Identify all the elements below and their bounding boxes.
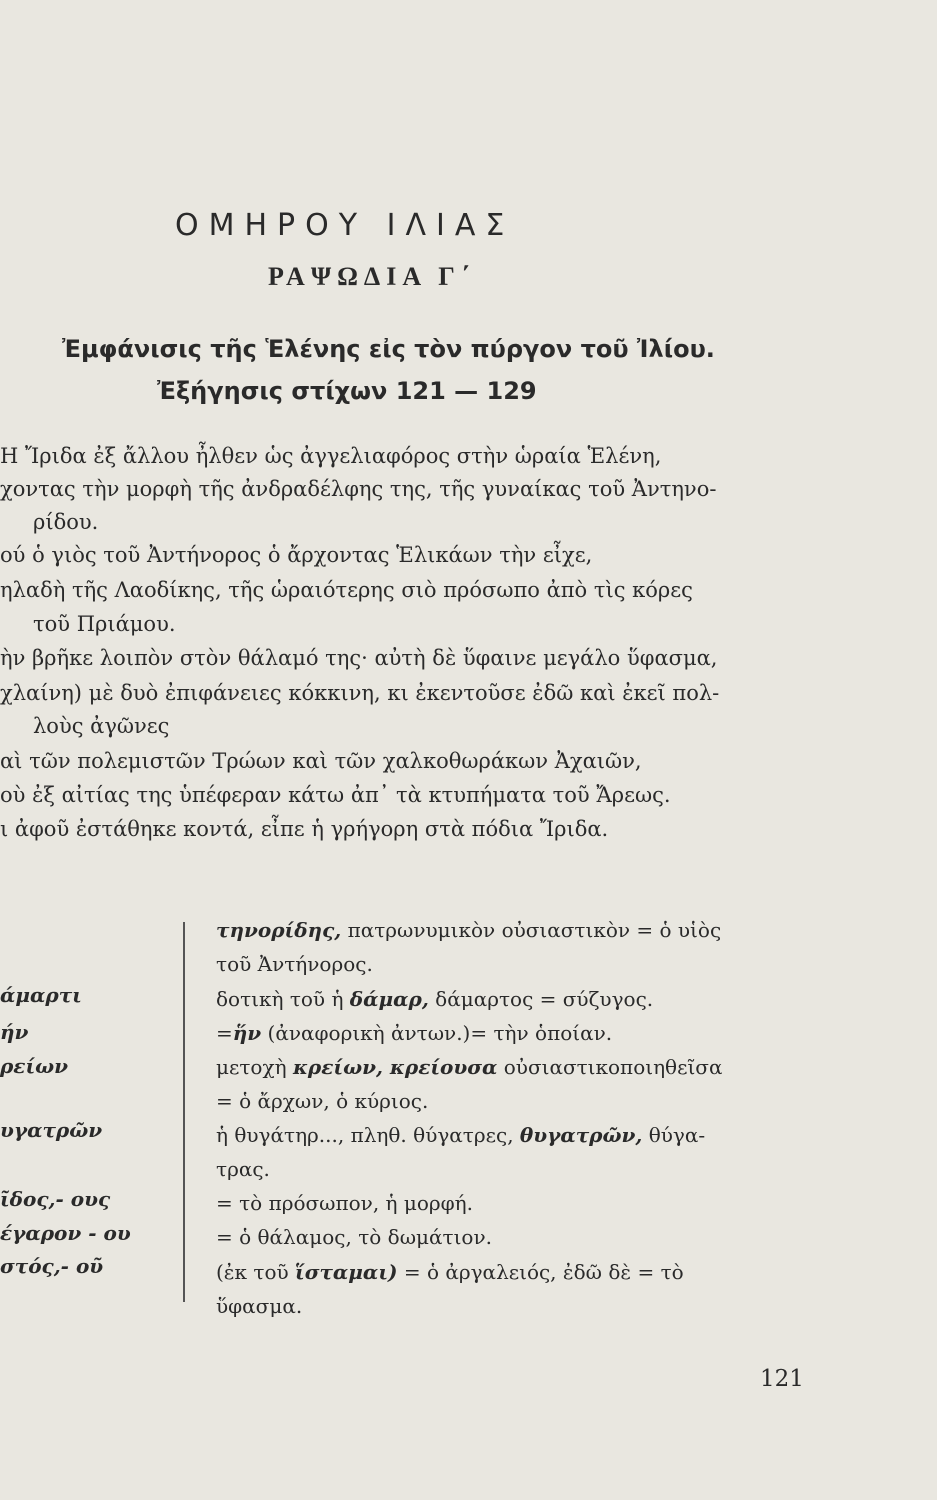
note-term: ἵσταμαι): [295, 1260, 398, 1284]
note-line: [216, 918, 721, 942]
note-line: [216, 1123, 705, 1147]
verse-line: ού ὁ γιὸς τοῦ Ἀντήνορος ὁ ἄρχοντας Ἑλικάων τὴν εἶχε,: [0, 543, 593, 567]
verse-line: ι ἀφοῦ ἐστάθηκε κοντά, εἶπε ἡ γρήγορη στὰ πόδια Ἴριδα.: [0, 817, 609, 841]
verse-line: χλαίνη) μὲ δυὸ ἐπιφάνειες κόκκινη, κι ἐκεντοῦσε ἐδῶ καὶ ἐκεῖ πολ-: [0, 681, 720, 705]
note-line: [216, 1294, 302, 1318]
note-line: [216, 1260, 684, 1284]
note-text: τοῦ Ἀντήνορος.: [216, 952, 373, 976]
note-term: κρείων, κρείουσα: [292, 1055, 498, 1079]
verse-line: ρίδου.: [33, 510, 99, 534]
note-line: [216, 952, 373, 976]
verse-line: ηλαδὴ τῆς Λαοδίκης, τῆς ὡραιότερης σιὸ πρόσωπο ἀπὸ τὶς κόρες: [0, 578, 693, 602]
verse-line: χοντας τὴν μορφὴ τῆς ἀνδραδέλφης της, τῆς γυναίκας τοῦ Ἀντηνο-: [0, 477, 717, 501]
verse-line: αὶ τῶν πολεμιστῶν Τρώων καὶ τῶν χαλκοθωράκων Ἀχαιῶν,: [0, 749, 642, 773]
margin-word: έγαρον - ου: [0, 1221, 131, 1245]
note-line: [216, 1157, 270, 1181]
note-text: πατρωνυμικὸν οὐσιαστικὸν = ὁ υἱὸς: [341, 918, 722, 942]
verse-line: οὺ ἐξ αἰτίας της ὑπέφεραν κάτω ἀπ᾽ τὰ κτυπήματα τοῦ Ἄρεως.: [0, 783, 671, 807]
note-term: δάμαρ,: [349, 987, 429, 1011]
verse-line: ὴν βρῆκε λοιπὸν στὸν θάλαμό της· αὐτὴ δὲ ὕφαινε μεγάλο ὕφασμα,: [0, 646, 718, 670]
section-heading-line-2: Ἐξήγησις στίχων 121 — 129: [157, 377, 537, 405]
note-line: [216, 1021, 612, 1045]
note-text: = ὁ ἀργαλειός, ἐδῶ δὲ = τὸ: [397, 1260, 684, 1284]
margin-word: στός,- οῦ: [0, 1254, 104, 1278]
note-text: τρας.: [216, 1157, 270, 1181]
note-term: θυγατρῶν,: [519, 1123, 643, 1147]
note-line: [216, 987, 653, 1011]
note-text: = ὁ ἄρχων, ὁ κύριος.: [216, 1089, 429, 1113]
margin-word: ήν: [0, 1020, 29, 1044]
note-text: = ὁ θάλαμος, τὸ δωμάτιον.: [216, 1225, 492, 1249]
note-text: ἡ θυγάτηρ..., πληθ. θύγατρες,: [216, 1123, 520, 1147]
note-text: (ἀναφορικὴ ἀντων.)= τὴν ὁποίαν.: [261, 1021, 613, 1045]
verse-line: Η Ἴριδα ἐξ ἄλλου ἦλθεν ὡς ἀγγελιαφόρος στὴν ὡραία Ἑλένη,: [0, 444, 662, 468]
margin-word: ρείων: [0, 1054, 69, 1078]
margin-word: ῖδος,- ους: [0, 1187, 111, 1211]
page-title: ΟΜΗΡΟΥ ΙΛΙΑΣ: [175, 208, 515, 243]
note-text: =: [216, 1021, 233, 1045]
margin-word: άμαρτι: [0, 983, 82, 1007]
verse-line: τοῦ Πριάμου.: [33, 612, 176, 636]
note-line: [216, 1055, 722, 1079]
note-line: [216, 1191, 473, 1215]
note-text: οὐσιαστικοποιηθεῖσα: [497, 1055, 723, 1079]
note-term: ἥν: [232, 1021, 262, 1045]
note-text: δάμαρτος = σύζυγος.: [428, 987, 654, 1011]
note-text: ὕφασμα.: [216, 1294, 303, 1318]
column-divider: [183, 922, 185, 1302]
note-text: δοτικὴ τοῦ ἡ: [216, 987, 350, 1011]
verse-line: λοὺς ἀγῶνες: [33, 714, 170, 738]
section-heading-line-1: Ἐμφάνισις τῆς Ἑλένης εἰς τὸν πύργον τοῦ Ἰλίου.: [62, 335, 715, 363]
note-term: τηνορίδης,: [216, 918, 342, 942]
page-number: 121: [760, 1366, 804, 1392]
note-line: [216, 1089, 428, 1113]
note-text: = τὸ πρόσωπον, ἡ μορφή.: [216, 1191, 474, 1215]
note-text: θύγα-: [642, 1123, 706, 1147]
margin-word: υγατρῶν: [0, 1118, 103, 1142]
note-text: μετοχὴ: [216, 1055, 293, 1079]
note-line: [216, 1225, 492, 1249]
page-subtitle: ΡΑΨΩΔΙΑ Γ΄: [268, 262, 476, 291]
note-text: (ἐκ τοῦ: [216, 1260, 296, 1284]
